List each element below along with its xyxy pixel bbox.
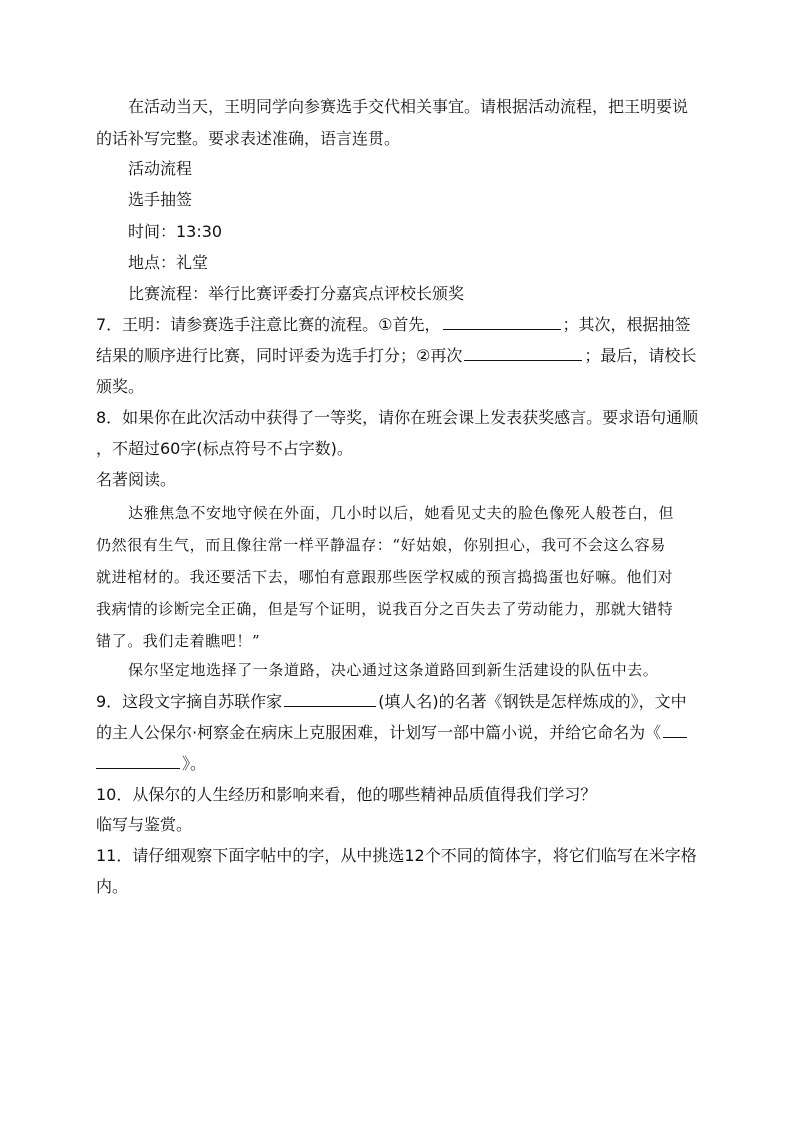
question-9-line-3 <box>96 753 706 775</box>
q9-text-d: 》。 <box>182 754 207 773</box>
question-9-line-2 <box>96 722 706 744</box>
q7-answer-blank-2[interactable] <box>464 345 582 361</box>
q9-text-b: (填人名)的名著《钢铁是怎样炼成的》，文中 <box>378 692 687 711</box>
question-8-line-2: ，不超过60字(标点符号不占字数)。 <box>96 439 353 458</box>
passage-line-4: 我病情的诊断完全正确，但是写个证明，说我百分之百失去了劳动能力，那就大错特 <box>96 600 674 618</box>
section-heading-copy: 临写与鉴赏。 <box>96 815 193 834</box>
q9-text-c: 的主人公保尔·柯察金在病床上克服困难，计划写一部中篇小说，并给它命名为《 <box>96 723 662 742</box>
passage-line-3: 就进棺材的。我还要活下去，哪怕有意跟那些医学权威的预言捣捣蛋也好嘛。他们对 <box>96 568 674 586</box>
q7-text-c: 结果的顺序进行比赛，同时评委为选手打分；②再次 <box>96 346 463 365</box>
flow-time: 时间：13:30 <box>128 222 223 241</box>
passage-line-5: 错了。我们走着瞧吧！” <box>96 632 261 650</box>
passage-line-6: 保尔坚定地选择了一条道路，决心通过这条道路回到新生活建设的队伍中去。 <box>128 661 659 679</box>
question-8-line-1: 8．如果你在此次活动中获得了一等奖，请你在班会课上发表获奖感言。要求语句通顺 <box>96 408 699 427</box>
question-11-line-1: 11．请仔细观察下面字帖中的字，从中挑选12个不同的简体字，将它们临写在米字格 <box>96 846 697 865</box>
q7-text-d: ；最后，请校长 <box>584 346 697 365</box>
q7-answer-blank-1[interactable] <box>443 314 561 330</box>
flow-item-draw: 选手抽签 <box>128 190 193 209</box>
q9-author-blank[interactable] <box>284 691 376 707</box>
q7-text-a: 7．王明：请参赛选手注意比赛的流程。①首先， <box>96 315 441 334</box>
question-7-line-2 <box>96 345 706 367</box>
intro-line-2: 的话补写完整。要求表述准确，语言连贯。 <box>96 129 401 148</box>
q9-title-blank-a[interactable] <box>663 722 687 738</box>
passage-line-1: 达雅焦急不安地守候在外面，几小时以后，她看见丈夫的脸色像死人般苍白，但 <box>128 504 675 522</box>
q7-text-b: ；其次，根据抽签 <box>562 315 691 334</box>
question-10: 10．从保尔的人生经历和影响来看，他的哪些精神品质值得我们学习？ <box>96 785 597 804</box>
q9-title-blank-b[interactable] <box>96 753 180 769</box>
intro-line-1: 在活动当天，王明同学向参赛选手交代相关事宜。请根据活动流程，把王明要说 <box>128 97 689 116</box>
q9-text-a: 9．这段文字摘自苏联作家 <box>96 692 283 711</box>
passage-line-2: 仍然很有生气，而且像往常一样平静温存：“好姑娘，你别担心，我可不会这么容易 <box>96 536 666 554</box>
flow-place: 地点：礼堂 <box>128 253 209 272</box>
flow-process: 比赛流程：举行比赛评委打分嘉宾点评校长颁奖 <box>128 284 465 303</box>
question-9-line-1 <box>96 691 706 713</box>
question-11-line-2: 内。 <box>96 877 129 896</box>
flow-title: 活动流程 <box>128 159 193 178</box>
question-7-line-3: 颁奖。 <box>96 377 145 396</box>
section-heading-reading: 名著阅读。 <box>96 470 177 489</box>
question-7-line-1 <box>96 314 706 336</box>
